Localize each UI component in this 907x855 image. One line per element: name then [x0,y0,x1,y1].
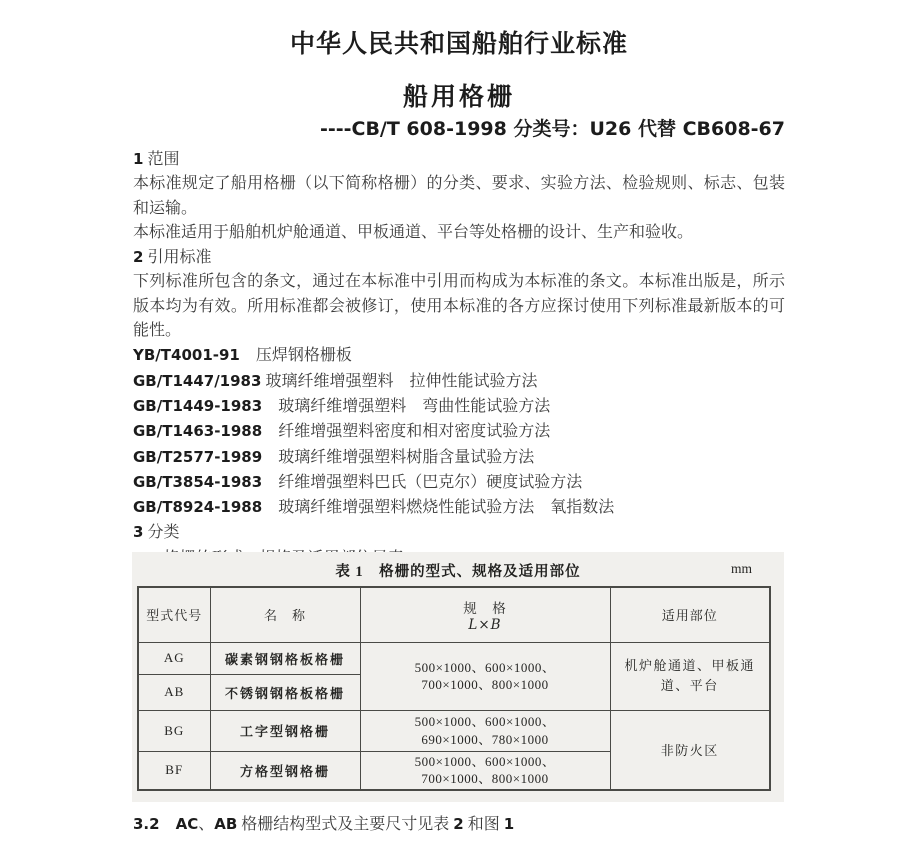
closing-line: 3.2 AC、AB 格栅结构型式及主要尺寸见表 2 和图 1 [133,815,515,833]
application-cell-ag-ab: 机炉舱通道、甲板通道、平台 [610,642,770,710]
table1-caption-row [132,552,784,586]
table-row-ag [138,642,770,674]
text-line: 下列标准所包含的条文，通过在本标准中引用而构成为本标准的条文。本标准出版是，所示版本均为有效。所用标准都会被修订，使用本标准的各方应探讨使用下列标准最新版本的可能性。 [133,273,785,340]
text-line: GB/T8924-1988 玻璃纤维增强塑料燃烧性能试验方法 氧指数法 [133,498,615,517]
text-line: GB/T2577-1989 玻璃纤维增强塑料树脂含量试验方法 [133,447,535,466]
type-code-cell-bg: BG [138,710,210,751]
document-subtitle: 船用格栅 [402,82,515,111]
spec-line: 500×1000、600×1000、 [414,659,556,675]
table1-caption: 表 1 格栅的型式、规格及适用部位 [335,564,581,580]
type-code-cell-bf: BF [138,751,210,790]
standard-designation: ----CB/T 608-1998 分类号：U26 代替 CB608-67 [319,118,785,140]
text-line: GB/T1463-1988 纤维增强塑料密度和相对密度试验方法 [133,422,551,441]
spec-line: 500×1000、600×1000、 [414,714,556,729]
text-line: 本标准规定了船用格栅（以下简称格栅）的分类、要求、实验方法、检验规则、标志、包装和运输。 [133,175,785,217]
type-code-cell-ag: AG [138,642,210,674]
text-line: 2 引用标准 [133,248,212,267]
table1-scan-region [132,552,784,802]
text-line: 本标准适用于船舶机炉舱通道、甲板通道、平台等处格栅的设计、生产和验收。 [133,223,694,241]
text-line: GB/T1449-1983 玻璃纤维增强塑料 弯曲性能试验方法 [133,396,551,415]
col-header-application: 适用部位 [610,587,770,642]
table1-header-row [138,587,770,642]
spec-header-label: 规 格 [463,600,507,616]
spec-cell-bf [360,751,610,790]
type-code-cell-ab: AB [138,674,210,710]
application-cell-bg-bf: 非防火区 [610,710,770,790]
document-title: 中华人民共和国船舶行业标准 [289,29,628,58]
text-line: YB/T4001-91 压焊钢格栅板 [133,346,352,365]
spec-line: 700×1000、800×1000 [421,677,549,692]
table1-unit-label: mm [730,561,752,576]
spec-line: 690×1000、780×1000 [421,731,549,747]
spec-cell-bg [360,710,610,751]
spec-header-dimensions: L×B [468,616,502,633]
spec-cell-ag-ab [360,642,610,710]
name-cell-ab: 不锈钢钢格板格栅 [210,674,360,710]
name-cell-ag: 碳素钢钢格板格栅 [210,642,360,674]
col-header-name: 名 称 [210,587,360,642]
body-text [133,147,785,571]
text-line: 3 分类 [133,523,180,542]
spec-line: 700×1000、800×1000 [421,771,549,786]
spec-line: 500×1000、600×1000、 [414,753,556,769]
table-row-bg [138,710,770,751]
table1 [137,586,771,791]
col-header-type-code: 型式代号 [138,587,210,642]
text-line: 1 范围 [133,150,180,168]
name-cell-bf: 方格型钢格栅 [210,751,360,790]
text-line: GB/T3854-1983 纤维增强塑料巴氏（巴克尔）硬度试验方法 [133,472,583,491]
text-line: GB/T1447/1983 玻璃纤维增强塑料 拉伸性能试验方法 [133,371,538,390]
col-header-spec [360,587,610,642]
name-cell-bg: 工字型钢格栅 [210,710,360,751]
